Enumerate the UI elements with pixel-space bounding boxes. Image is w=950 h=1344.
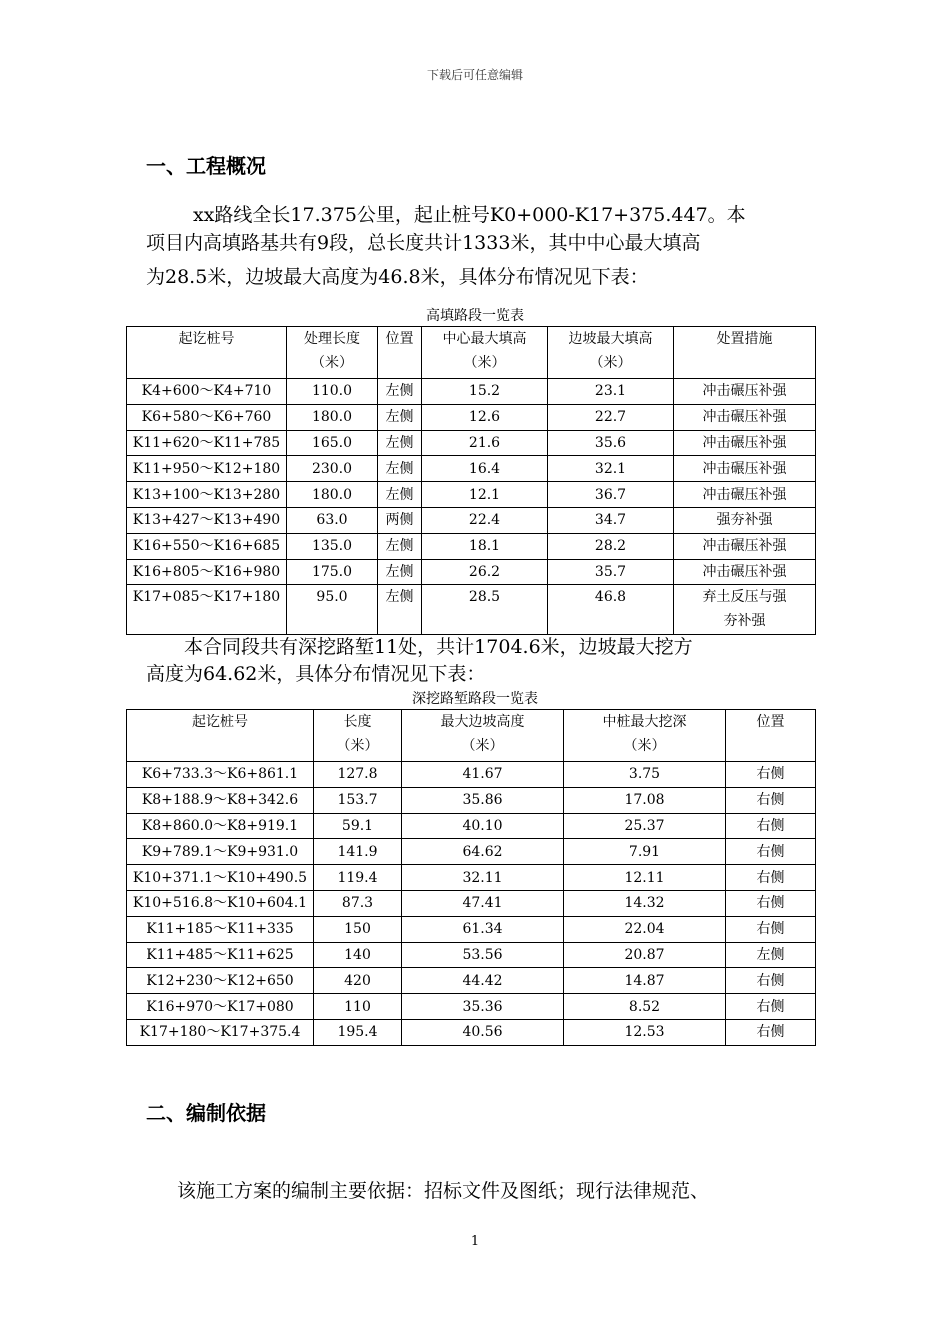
table-cell: K11+950～K12+180 <box>127 456 287 482</box>
table-row <box>127 404 816 430</box>
table-cell: 左侧 <box>378 404 422 430</box>
table-1-caption: 高填路段一览表 <box>426 308 524 324</box>
table-cell: 8.52 <box>564 994 726 1020</box>
table-row <box>127 839 816 865</box>
table-row <box>127 585 816 635</box>
table-cell: K17+180～K17+375.4 <box>127 1019 314 1045</box>
table-cell: 59.1 <box>314 813 402 839</box>
table-cell: 左侧 <box>378 379 422 405</box>
table-cell: K11+485～K11+625 <box>127 942 314 968</box>
table-cell: K6+580～K6+760 <box>127 404 287 430</box>
section-1-title: 一、工程概况 <box>146 154 266 178</box>
table-cell: 左侧 <box>378 585 422 635</box>
table-row <box>127 379 816 405</box>
table-cell: 87.3 <box>314 890 402 916</box>
table-cell: 右侧 <box>726 890 816 916</box>
table-cell: K4+600～K4+710 <box>127 379 287 405</box>
table-cell: 44.42 <box>402 968 564 994</box>
table-cell: 140 <box>314 942 402 968</box>
table-cell: 12.53 <box>564 1019 726 1045</box>
table-2-caption: 深挖路堑路段一览表 <box>412 691 538 707</box>
table-header-row <box>127 327 816 379</box>
paragraph-line: 本合同段共有深挖路堑11处，共计1704.6米，边坡最大挖方 <box>184 636 693 658</box>
table-cell: 左侧 <box>726 942 816 968</box>
header-cell: 位置 <box>726 710 816 762</box>
table-cell: K11+185～K11+335 <box>127 916 314 942</box>
table-cell: 28.2 <box>548 533 674 559</box>
table-cell: K8+860.0～K8+919.1 <box>127 813 314 839</box>
table-row <box>127 968 816 994</box>
table-cell: 150 <box>314 916 402 942</box>
table-cell: 右侧 <box>726 839 816 865</box>
table-cell: 141.9 <box>314 839 402 865</box>
header-cell: 处置措施 <box>674 327 816 379</box>
page-header: 下载后可任意编辑 <box>426 68 523 82</box>
header-cell: 长度 （米） <box>314 710 402 762</box>
table-cell: K17+085～K17+180 <box>127 585 287 635</box>
table-row <box>127 994 816 1020</box>
table-cell: K16+805～K16+980 <box>127 559 287 585</box>
table-cell: 110 <box>314 994 402 1020</box>
table-cell: 32.11 <box>402 865 564 891</box>
table-row <box>127 559 816 585</box>
table-cell: 3.75 <box>564 762 726 788</box>
table-row <box>127 533 816 559</box>
table-cell: K10+371.1～K10+490.5 <box>127 865 314 891</box>
header-cell: 位置 <box>378 327 422 379</box>
table-cell: 41.67 <box>402 762 564 788</box>
table-cell: K10+516.8～K10+604.1 <box>127 890 314 916</box>
table-cell: 冲击碾压补强 <box>674 456 816 482</box>
table-cell: 右侧 <box>726 865 816 891</box>
table-cell: 175.0 <box>287 559 378 585</box>
table-cell: 弃土反压与强 夯补强 <box>674 585 816 635</box>
table-cell: 12.11 <box>564 865 726 891</box>
table-row <box>127 482 816 508</box>
table-cell: 右侧 <box>726 1019 816 1045</box>
table-cell: 冲击碾压补强 <box>674 559 816 585</box>
table-cell: 左侧 <box>378 482 422 508</box>
paragraph-line: 为28.5米，边坡最大高度为46.8米，具体分布情况见下表： <box>146 266 649 288</box>
table-row <box>127 1019 816 1045</box>
table-cell: 18.1 <box>422 533 548 559</box>
table-cell: 28.5 <box>422 585 548 635</box>
table-cell: 230.0 <box>287 456 378 482</box>
table-row <box>127 916 816 942</box>
paragraph-line: 项目内高填路基共有9段，总长度共计1333米，其中中心最大填高 <box>146 232 701 254</box>
table-cell: 26.2 <box>422 559 548 585</box>
table-row <box>127 507 816 533</box>
table-cell: 15.2 <box>422 379 548 405</box>
table-cell: 右侧 <box>726 813 816 839</box>
deep-cut-table <box>126 709 816 1046</box>
table-cell: 右侧 <box>726 916 816 942</box>
table-cell: K12+230～K12+650 <box>127 968 314 994</box>
table-row <box>127 942 816 968</box>
table-row <box>127 890 816 916</box>
table-cell: 195.4 <box>314 1019 402 1045</box>
table-cell: 119.4 <box>314 865 402 891</box>
section-2-paragraph <box>146 1177 810 1205</box>
table-cell: 47.41 <box>402 890 564 916</box>
table-cell: 34.7 <box>548 507 674 533</box>
table-cell: K8+188.9～K8+342.6 <box>127 787 314 813</box>
table-cell: 35.36 <box>402 994 564 1020</box>
table-cell: 右侧 <box>726 968 816 994</box>
table-cell: 35.6 <box>548 430 674 456</box>
table-cell: K6+733.3～K6+861.1 <box>127 762 314 788</box>
table-cell: 22.7 <box>548 404 674 430</box>
table-cell: 冲击碾压补强 <box>674 482 816 508</box>
table-cell: 7.91 <box>564 839 726 865</box>
table-cell: 35.86 <box>402 787 564 813</box>
table-cell: 左侧 <box>378 559 422 585</box>
table-cell: 22.4 <box>422 507 548 533</box>
table-cell: 64.62 <box>402 839 564 865</box>
table-cell: 53.56 <box>402 942 564 968</box>
table-cell: 两侧 <box>378 507 422 533</box>
paragraph-line: 高度为64.62米，具体分布情况见下表： <box>146 663 486 685</box>
table-row <box>127 813 816 839</box>
table-cell: 23.1 <box>548 379 674 405</box>
table-cell: 16.4 <box>422 456 548 482</box>
page-number: 1 <box>470 1234 480 1249</box>
table-cell: 40.56 <box>402 1019 564 1045</box>
table-header-row <box>127 710 816 762</box>
table-cell: 135.0 <box>287 533 378 559</box>
section-1-paragraph-1 <box>146 201 810 293</box>
header-cell: 起讫桩号 <box>127 710 314 762</box>
high-fill-table <box>126 326 816 635</box>
table-cell: 冲击碾压补强 <box>674 533 816 559</box>
table-cell: 127.8 <box>314 762 402 788</box>
table-cell: 32.1 <box>548 456 674 482</box>
header-cell: 起讫桩号 <box>127 327 287 379</box>
table-cell: K16+970～K17+080 <box>127 994 314 1020</box>
table-cell: K16+550～K16+685 <box>127 533 287 559</box>
paragraph-line: xx路线全长17.375公里，起止桩号K0+000-K17+375.447。本 <box>193 204 746 226</box>
table-cell: 右侧 <box>726 994 816 1020</box>
table-cell: K9+789.1～K9+931.0 <box>127 839 314 865</box>
table-row <box>127 456 816 482</box>
table-cell: 35.7 <box>548 559 674 585</box>
table-cell: 22.04 <box>564 916 726 942</box>
table-cell: 强夯补强 <box>674 507 816 533</box>
table-cell: 40.10 <box>402 813 564 839</box>
header-cell: 边坡最大填高 （米） <box>548 327 674 379</box>
table-row <box>127 865 816 891</box>
table-cell: 36.7 <box>548 482 674 508</box>
table-cell: 46.8 <box>548 585 674 635</box>
table-cell: 20.87 <box>564 942 726 968</box>
table-cell: 12.6 <box>422 404 548 430</box>
table-cell: K13+100～K13+280 <box>127 482 287 508</box>
table-row <box>127 430 816 456</box>
header-cell: 最大边坡高度 （米） <box>402 710 564 762</box>
table-cell: 180.0 <box>287 482 378 508</box>
table-cell: 14.87 <box>564 968 726 994</box>
header-cell: 处理长度 （米） <box>287 327 378 379</box>
table-cell: 63.0 <box>287 507 378 533</box>
table-row <box>127 762 816 788</box>
table-cell: 95.0 <box>287 585 378 635</box>
table-cell: 420 <box>314 968 402 994</box>
table-cell: 左侧 <box>378 533 422 559</box>
table-cell: 153.7 <box>314 787 402 813</box>
table-cell: 左侧 <box>378 456 422 482</box>
table-row <box>127 787 816 813</box>
table-cell: 右侧 <box>726 762 816 788</box>
table-cell: 25.37 <box>564 813 726 839</box>
table-cell: 61.34 <box>402 916 564 942</box>
table-cell: 14.32 <box>564 890 726 916</box>
paragraph-line: 该施工方案的编制主要依据：招标文件及图纸；现行法律规范、 <box>177 1180 710 1202</box>
table-cell: 110.0 <box>287 379 378 405</box>
table-cell: 12.1 <box>422 482 548 508</box>
section-2-title: 二、编制依据 <box>146 1101 266 1125</box>
table-cell: K13+427～K13+490 <box>127 507 287 533</box>
table-cell: 冲击碾压补强 <box>674 430 816 456</box>
table-cell: 冲击碾压补强 <box>674 379 816 405</box>
table-cell: 165.0 <box>287 430 378 456</box>
table-cell: 右侧 <box>726 787 816 813</box>
table-cell: 左侧 <box>378 430 422 456</box>
header-cell: 中桩最大挖深 （米） <box>564 710 726 762</box>
section-1-paragraph-2 <box>146 634 810 688</box>
table-cell: 17.08 <box>564 787 726 813</box>
table-cell: K11+620～K11+785 <box>127 430 287 456</box>
table-cell: 21.6 <box>422 430 548 456</box>
header-cell: 中心最大填高 （米） <box>422 327 548 379</box>
table-cell: 180.0 <box>287 404 378 430</box>
table-cell: 冲击碾压补强 <box>674 404 816 430</box>
